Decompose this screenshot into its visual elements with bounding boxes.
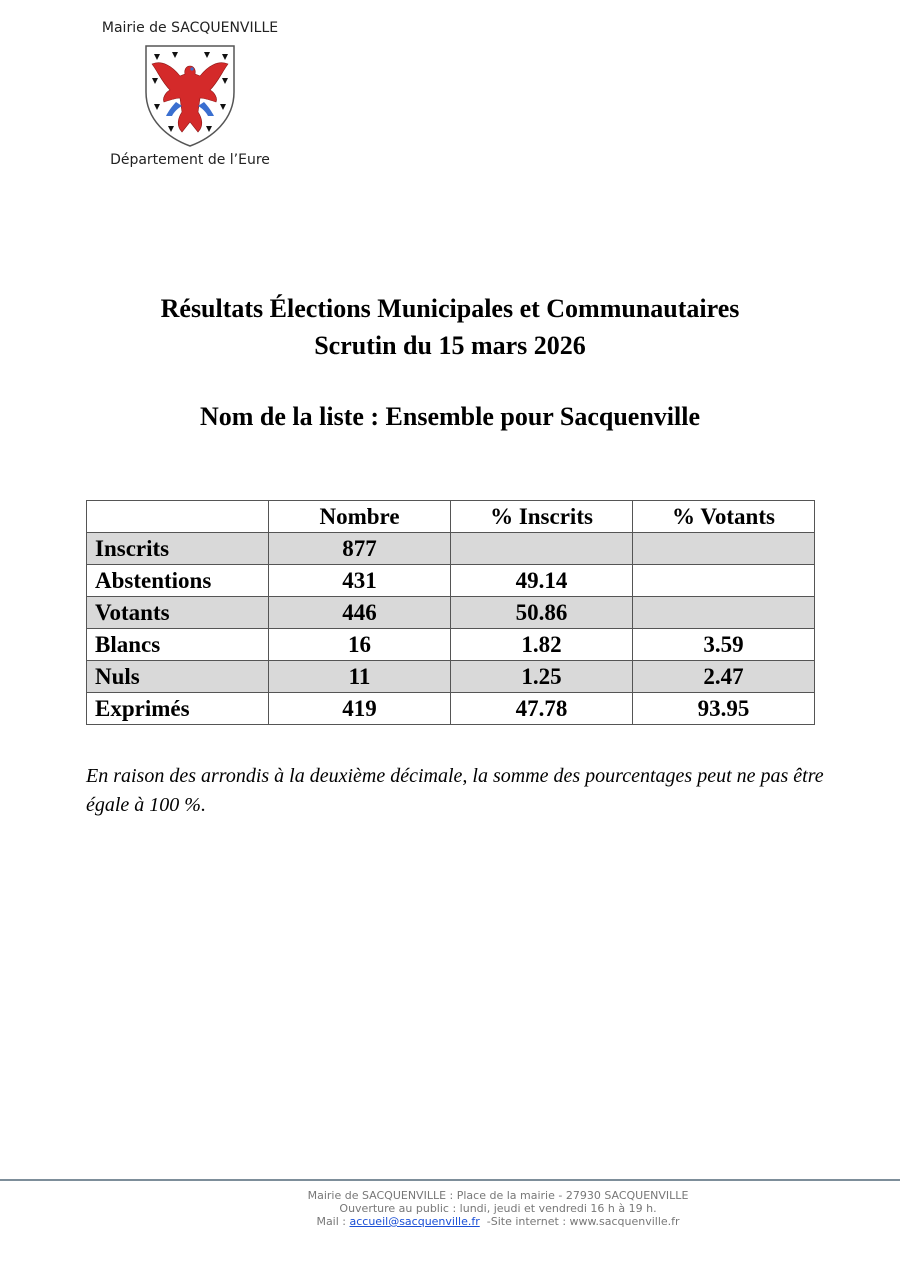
pct-inscrits-cell: 49.14 xyxy=(451,565,633,597)
row-label: Abstentions xyxy=(87,565,269,597)
pct-votants-cell: 3.59 xyxy=(633,629,815,661)
table-header-cell: Nombre xyxy=(269,501,451,533)
footer-contact xyxy=(0,1215,900,1228)
pct-inscrits-cell: 1.82 xyxy=(451,629,633,661)
row-label: Exprimés xyxy=(87,693,269,725)
footer xyxy=(0,1189,900,1228)
departement-label: Département de l’Eure xyxy=(110,152,270,168)
document-titles xyxy=(0,290,900,435)
mairie-name: Mairie de SACQUENVILLE xyxy=(101,20,279,36)
table-row xyxy=(87,661,815,693)
list-name: Nom de la liste : Ensemble pour Sacquenville xyxy=(199,402,701,431)
pct-inscrits-cell: 50.86 xyxy=(451,597,633,629)
pct-inscrits-cell xyxy=(451,533,633,565)
letterhead xyxy=(90,20,290,168)
row-label: Inscrits xyxy=(87,533,269,565)
pct-inscrits-cell: 1.25 xyxy=(451,661,633,693)
table-row xyxy=(87,629,815,661)
table-header-row xyxy=(87,501,815,533)
site-text: -Site internet : www.sacquenville.fr xyxy=(479,1215,680,1228)
page-subtitle: Scrutin du 15 mars 2026 xyxy=(314,331,586,360)
table-row xyxy=(87,693,815,725)
table-header-cell: % Votants xyxy=(633,501,815,533)
nombre-cell: 431 xyxy=(269,565,451,597)
pct-votants-cell xyxy=(633,565,815,597)
pct-votants-cell xyxy=(633,533,815,565)
nombre-cell: 446 xyxy=(269,597,451,629)
pct-votants-cell: 93.95 xyxy=(633,693,815,725)
row-label: Nuls xyxy=(87,661,269,693)
footer-hours: Ouverture au public : lundi, jeudi et vendredi 16 h à 19 h. xyxy=(339,1202,657,1215)
pct-votants-cell: 2.47 xyxy=(633,661,815,693)
nombre-cell: 11 xyxy=(269,661,451,693)
table-row xyxy=(87,565,815,597)
row-label: Blancs xyxy=(87,629,269,661)
footer-address: Mairie de SACQUENVILLE : Place de la mairie - 27930 SACQUENVILLE xyxy=(307,1189,689,1202)
table-row xyxy=(87,533,815,565)
table-header-cell xyxy=(87,501,269,533)
page-title: Résultats Élections Municipales et Communautaires xyxy=(160,294,740,323)
row-label: Votants xyxy=(87,597,269,629)
footer-divider xyxy=(0,1179,900,1181)
mail-link[interactable]: accueil@sacquenville.fr xyxy=(349,1215,480,1228)
mail-prefix: Mail : xyxy=(316,1215,350,1228)
nombre-cell: 877 xyxy=(269,533,451,565)
nombre-cell: 419 xyxy=(269,693,451,725)
table-row xyxy=(87,597,815,629)
results-table xyxy=(86,500,815,725)
coat-of-arms-eagle-icon xyxy=(142,42,238,148)
pct-inscrits-cell: 47.78 xyxy=(451,693,633,725)
pct-votants-cell xyxy=(633,597,815,629)
nombre-cell: 16 xyxy=(269,629,451,661)
rounding-note: En raison des arrondis à la deuxième décimale, la somme des pourcentages peut ne pas être égale à 100 %. xyxy=(86,765,824,816)
table-header-cell: % Inscrits xyxy=(451,501,633,533)
